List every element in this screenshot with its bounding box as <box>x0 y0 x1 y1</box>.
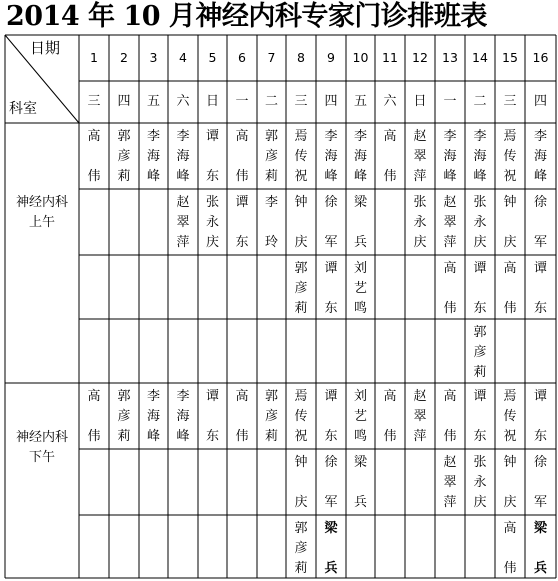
schedule-char: 传 <box>503 409 517 424</box>
schedule-char: 谭 <box>235 195 249 210</box>
schedule-char: 翠 <box>176 215 190 230</box>
schedule-char: 萍 <box>176 235 190 250</box>
schedule-cell <box>316 123 346 189</box>
schedule-char: 高 <box>443 389 457 404</box>
date-header: 11 <box>382 50 398 65</box>
dept-label-line: 下午 <box>28 450 55 465</box>
schedule-char: 钟 <box>294 455 308 470</box>
schedule-cell <box>168 189 198 255</box>
schedule-char: 军 <box>533 495 547 510</box>
schedule-char: 伟 <box>443 301 457 316</box>
schedule-cell <box>435 449 465 515</box>
schedule-cell <box>257 189 286 255</box>
schedule-cell <box>495 515 525 578</box>
schedule-char: 钟 <box>503 195 517 210</box>
date-header: 4 <box>179 50 187 65</box>
schedule-char: 军 <box>324 235 338 250</box>
corner-date-label: 日期 <box>30 39 61 57</box>
schedule-cell <box>286 189 316 255</box>
schedule-char: 军 <box>533 235 547 250</box>
page-title: 2014 年 10 月神经内科专家门诊排班表 <box>6 1 487 32</box>
schedule-char: 鸣 <box>353 429 367 444</box>
schedule-char: 伟 <box>87 429 101 444</box>
schedule-char: 东 <box>473 301 487 316</box>
schedule-char: 东 <box>205 169 219 184</box>
schedule-char: 梁 <box>533 521 547 536</box>
schedule-cell <box>79 383 109 449</box>
schedule-cell <box>525 383 556 449</box>
schedule-cell <box>435 189 465 255</box>
schedule-cell <box>495 383 525 449</box>
schedule-char: 伟 <box>235 169 249 184</box>
schedule-char: 莉 <box>264 429 278 444</box>
schedule-char: 萍 <box>413 429 427 444</box>
schedule-cell <box>198 383 227 449</box>
schedule-char: 峰 <box>146 429 160 444</box>
schedule-char: 李 <box>353 129 367 144</box>
schedule-char: 庆 <box>294 495 308 510</box>
schedule-char: 高 <box>383 129 397 144</box>
weekday-header: 一 <box>443 94 457 109</box>
schedule-cell <box>525 255 556 319</box>
schedule-char: 萍 <box>443 495 457 510</box>
date-header: 8 <box>297 50 305 65</box>
schedule-char: 兵 <box>353 235 367 250</box>
schedule-char: 峰 <box>146 169 160 184</box>
schedule-cell <box>495 123 525 189</box>
schedule-char: 彦 <box>117 409 131 424</box>
schedule-cell <box>286 515 316 578</box>
weekday-header: 三 <box>503 94 517 109</box>
schedule-char: 永 <box>205 215 219 230</box>
schedule-cell <box>227 189 257 255</box>
schedule-char: 郭 <box>117 389 131 404</box>
schedule-char: 庆 <box>503 235 517 250</box>
schedule-char: 艺 <box>353 409 367 424</box>
schedule-char: 伟 <box>383 429 397 444</box>
schedule-char: 谭 <box>324 389 338 404</box>
schedule-char: 彦 <box>117 149 131 164</box>
schedule-char: 海 <box>146 409 160 424</box>
weekday-header: 四 <box>324 94 338 109</box>
schedule-char: 海 <box>473 149 487 164</box>
schedule-char: 张 <box>473 455 487 470</box>
schedule-char: 郭 <box>117 129 131 144</box>
schedule-char: 永 <box>473 475 487 490</box>
date-header: 7 <box>267 50 276 65</box>
schedule-char: 谭 <box>473 261 487 276</box>
schedule-cell <box>346 255 375 319</box>
dept-label-line: 神经内科 <box>15 430 68 445</box>
schedule-char: 钟 <box>294 195 308 210</box>
schedule-cell <box>495 189 525 255</box>
schedule-char: 海 <box>176 149 190 164</box>
schedule-char: 永 <box>413 215 427 230</box>
schedule-cell <box>198 189 227 255</box>
schedule-char: 庆 <box>294 235 308 250</box>
schedule-char: 东 <box>205 429 219 444</box>
schedule-char: 高 <box>383 389 397 404</box>
schedule-char: 伟 <box>235 429 249 444</box>
schedule-char: 传 <box>294 149 308 164</box>
schedule-char: 郭 <box>294 261 308 276</box>
schedule-cell <box>257 123 286 189</box>
schedule-cell <box>316 189 346 255</box>
schedule-cell <box>79 123 109 189</box>
schedule-char: 张 <box>473 195 487 210</box>
schedule-cell <box>435 255 465 319</box>
schedule-cell <box>286 383 316 449</box>
schedule-char: 郭 <box>264 129 278 144</box>
date-header: 3 <box>149 50 158 65</box>
schedule-char: 郭 <box>264 389 278 404</box>
schedule-char: 祝 <box>503 169 517 184</box>
schedule-cell <box>109 123 139 189</box>
schedule-char: 庆 <box>205 235 219 250</box>
schedule-char: 李 <box>533 129 547 144</box>
schedule-char: 伟 <box>383 169 397 184</box>
schedule-cell <box>435 383 465 449</box>
weekday-header: 三 <box>87 94 101 109</box>
schedule-char: 峰 <box>176 429 190 444</box>
schedule-char: 钟 <box>503 455 517 470</box>
schedule-char: 鸣 <box>353 301 367 316</box>
schedule-cell <box>316 383 346 449</box>
schedule-cell <box>346 123 375 189</box>
schedule-cell <box>346 383 375 449</box>
date-header: 6 <box>238 50 246 65</box>
schedule-char: 谭 <box>473 389 487 404</box>
schedule-char: 伟 <box>503 561 517 576</box>
date-header: 14 <box>472 50 488 65</box>
schedule-char: 东 <box>473 429 487 444</box>
weekday-header: 六 <box>176 94 190 109</box>
schedule-cell <box>495 449 525 515</box>
schedule-cell <box>168 123 198 189</box>
schedule-char: 翠 <box>413 409 427 424</box>
weekday-header: 日 <box>413 94 427 109</box>
schedule-cell <box>465 123 495 189</box>
schedule-char: 高 <box>443 261 457 276</box>
schedule-char: 永 <box>473 215 487 230</box>
schedule-char: 彦 <box>294 541 308 556</box>
schedule-char: 庆 <box>413 235 427 250</box>
schedule-char: 海 <box>533 149 547 164</box>
schedule-char: 郭 <box>473 325 487 340</box>
schedule-char: 焉 <box>294 389 308 404</box>
schedule-cell <box>375 383 405 449</box>
schedule-cell <box>525 515 556 578</box>
date-header: 1 <box>90 50 98 65</box>
schedule-char: 谭 <box>205 389 219 404</box>
schedule-cell <box>227 383 257 449</box>
schedule-char: 高 <box>235 389 249 404</box>
schedule-char: 彦 <box>473 345 487 360</box>
schedule-char: 李 <box>146 389 160 404</box>
schedule-cell <box>346 449 375 515</box>
schedule-cell <box>346 189 375 255</box>
schedule-char: 东 <box>533 301 547 316</box>
schedule-char: 兵 <box>533 561 547 576</box>
schedule-char: 焉 <box>503 129 517 144</box>
schedule-char: 李 <box>264 195 278 210</box>
weekday-header: 六 <box>383 94 397 109</box>
schedule-char: 莉 <box>117 169 131 184</box>
schedule-char: 东 <box>533 429 547 444</box>
schedule-char: 伟 <box>503 301 517 316</box>
dept-label-line: 神经内科 <box>15 195 68 210</box>
schedule-cell <box>465 449 495 515</box>
schedule-char: 东 <box>324 429 338 444</box>
schedule-cell <box>198 123 227 189</box>
date-header: 10 <box>352 50 369 65</box>
schedule-char: 翠 <box>443 215 457 230</box>
schedule-char: 彦 <box>264 149 278 164</box>
schedule-char: 梁 <box>324 521 338 536</box>
schedule-cell <box>435 123 465 189</box>
schedule-char: 峰 <box>443 169 457 184</box>
date-header: 13 <box>442 50 458 65</box>
schedule-char: 李 <box>473 129 487 144</box>
schedule-cell <box>257 383 286 449</box>
schedule-char: 萍 <box>443 235 457 250</box>
schedule-cell <box>316 515 346 578</box>
schedule-cell <box>495 255 525 319</box>
schedule-cell <box>525 449 556 515</box>
date-header: 12 <box>412 50 428 65</box>
schedule-char: 庆 <box>473 235 487 250</box>
schedule-char: 彦 <box>294 281 308 296</box>
schedule-cell <box>405 383 435 449</box>
schedule-char: 峰 <box>324 169 338 184</box>
schedule-char: 高 <box>503 521 517 536</box>
weekday-header: 五 <box>146 94 160 109</box>
schedule-char: 艺 <box>353 281 367 296</box>
schedule-char: 刘 <box>353 261 367 276</box>
schedule-char: 赵 <box>413 129 427 144</box>
schedule-cell <box>465 383 495 449</box>
weekday-header: 四 <box>533 94 547 109</box>
weekday-header: 五 <box>353 94 367 109</box>
schedule-char: 海 <box>324 149 338 164</box>
schedule-char: 伟 <box>87 169 101 184</box>
schedule-cell <box>405 189 435 255</box>
schedule-cell <box>286 255 316 319</box>
schedule-char: 祝 <box>294 169 308 184</box>
schedule-char: 李 <box>146 129 160 144</box>
schedule-char: 李 <box>324 129 338 144</box>
weekday-header: 二 <box>264 94 278 109</box>
schedule-char: 刘 <box>353 389 367 404</box>
schedule-char: 莉 <box>264 169 278 184</box>
weekday-header: 日 <box>205 94 219 109</box>
schedule-char: 传 <box>294 409 308 424</box>
schedule-char: 谭 <box>533 389 547 404</box>
schedule-cell <box>286 449 316 515</box>
schedule-cell <box>316 255 346 319</box>
schedule-char: 玲 <box>264 235 278 250</box>
date-header: 16 <box>532 50 549 65</box>
schedule-cell <box>465 189 495 255</box>
schedule-char: 祝 <box>294 429 308 444</box>
schedule-char: 赵 <box>443 455 457 470</box>
schedule-char: 翠 <box>413 149 427 164</box>
weekday-header: 二 <box>473 94 487 109</box>
schedule-cell <box>375 123 405 189</box>
schedule-char: 徐 <box>533 195 547 210</box>
schedule-char: 谭 <box>205 129 219 144</box>
weekday-header: 一 <box>235 94 249 109</box>
schedule-char: 萍 <box>413 169 427 184</box>
schedule-char: 传 <box>503 149 517 164</box>
schedule-char: 兵 <box>324 561 338 576</box>
schedule-char: 焉 <box>503 389 517 404</box>
schedule-char: 高 <box>87 129 101 144</box>
schedule-cell <box>465 255 495 319</box>
schedule-char: 彦 <box>264 409 278 424</box>
schedule-char: 高 <box>235 129 249 144</box>
schedule-char: 李 <box>176 129 190 144</box>
schedule-char: 赵 <box>413 389 427 404</box>
schedule-char: 军 <box>324 495 338 510</box>
schedule-char: 峰 <box>473 169 487 184</box>
schedule-cell <box>139 123 168 189</box>
corner-dept-label: 科室 <box>9 101 37 117</box>
schedule-char: 张 <box>413 195 427 210</box>
dept-label <box>5 193 79 233</box>
schedule-char: 翠 <box>443 475 457 490</box>
schedule-char: 海 <box>146 149 160 164</box>
schedule-char: 庆 <box>473 495 487 510</box>
schedule-cell <box>465 319 495 383</box>
weekday-header: 四 <box>117 94 131 109</box>
schedule-cell <box>109 383 139 449</box>
schedule-char: 东 <box>324 301 338 316</box>
schedule-char: 祝 <box>503 429 517 444</box>
schedule-char: 庆 <box>503 495 517 510</box>
weekday-header: 三 <box>294 94 308 109</box>
schedule-char: 焉 <box>294 129 308 144</box>
schedule-char: 峰 <box>353 169 367 184</box>
schedule-char: 海 <box>176 409 190 424</box>
schedule-cell <box>227 123 257 189</box>
schedule-char: 梁 <box>353 195 367 210</box>
schedule-char: 徐 <box>324 455 338 470</box>
schedule-char: 莉 <box>117 429 131 444</box>
date-header: 9 <box>327 50 335 65</box>
schedule-char: 莉 <box>294 301 308 316</box>
schedule-cell <box>139 383 168 449</box>
date-header: 5 <box>208 50 217 65</box>
date-header: 2 <box>120 50 128 65</box>
schedule-cell <box>316 449 346 515</box>
schedule-char: 高 <box>87 389 101 404</box>
schedule-cell <box>525 189 556 255</box>
schedule-char: 梁 <box>353 455 367 470</box>
schedule-cell <box>525 123 556 189</box>
schedule-char: 赵 <box>176 195 190 210</box>
dept-label-line: 上午 <box>28 215 55 230</box>
schedule-char: 徐 <box>533 455 547 470</box>
schedule-char: 莉 <box>473 365 487 380</box>
schedule-char: 海 <box>443 149 457 164</box>
schedule-cell <box>286 123 316 189</box>
schedule-char: 徐 <box>324 195 338 210</box>
schedule-cell <box>168 383 198 449</box>
schedule-char: 伟 <box>443 429 457 444</box>
schedule-char: 谭 <box>324 261 338 276</box>
schedule-char: 张 <box>205 195 219 210</box>
schedule-char: 莉 <box>294 561 308 576</box>
schedule-char: 李 <box>443 129 457 144</box>
dept-label <box>5 428 79 468</box>
schedule-char: 谭 <box>533 261 547 276</box>
schedule-char: 高 <box>503 261 517 276</box>
schedule-char: 郭 <box>294 521 308 536</box>
schedule-char: 峰 <box>533 169 547 184</box>
date-header: 15 <box>502 50 518 65</box>
schedule-char: 海 <box>353 149 367 164</box>
schedule-char: 东 <box>235 235 249 250</box>
schedule-char: 兵 <box>353 495 367 510</box>
schedule-char: 赵 <box>443 195 457 210</box>
schedule-char: 峰 <box>176 169 190 184</box>
schedule-char: 李 <box>176 389 190 404</box>
schedule-cell <box>405 123 435 189</box>
